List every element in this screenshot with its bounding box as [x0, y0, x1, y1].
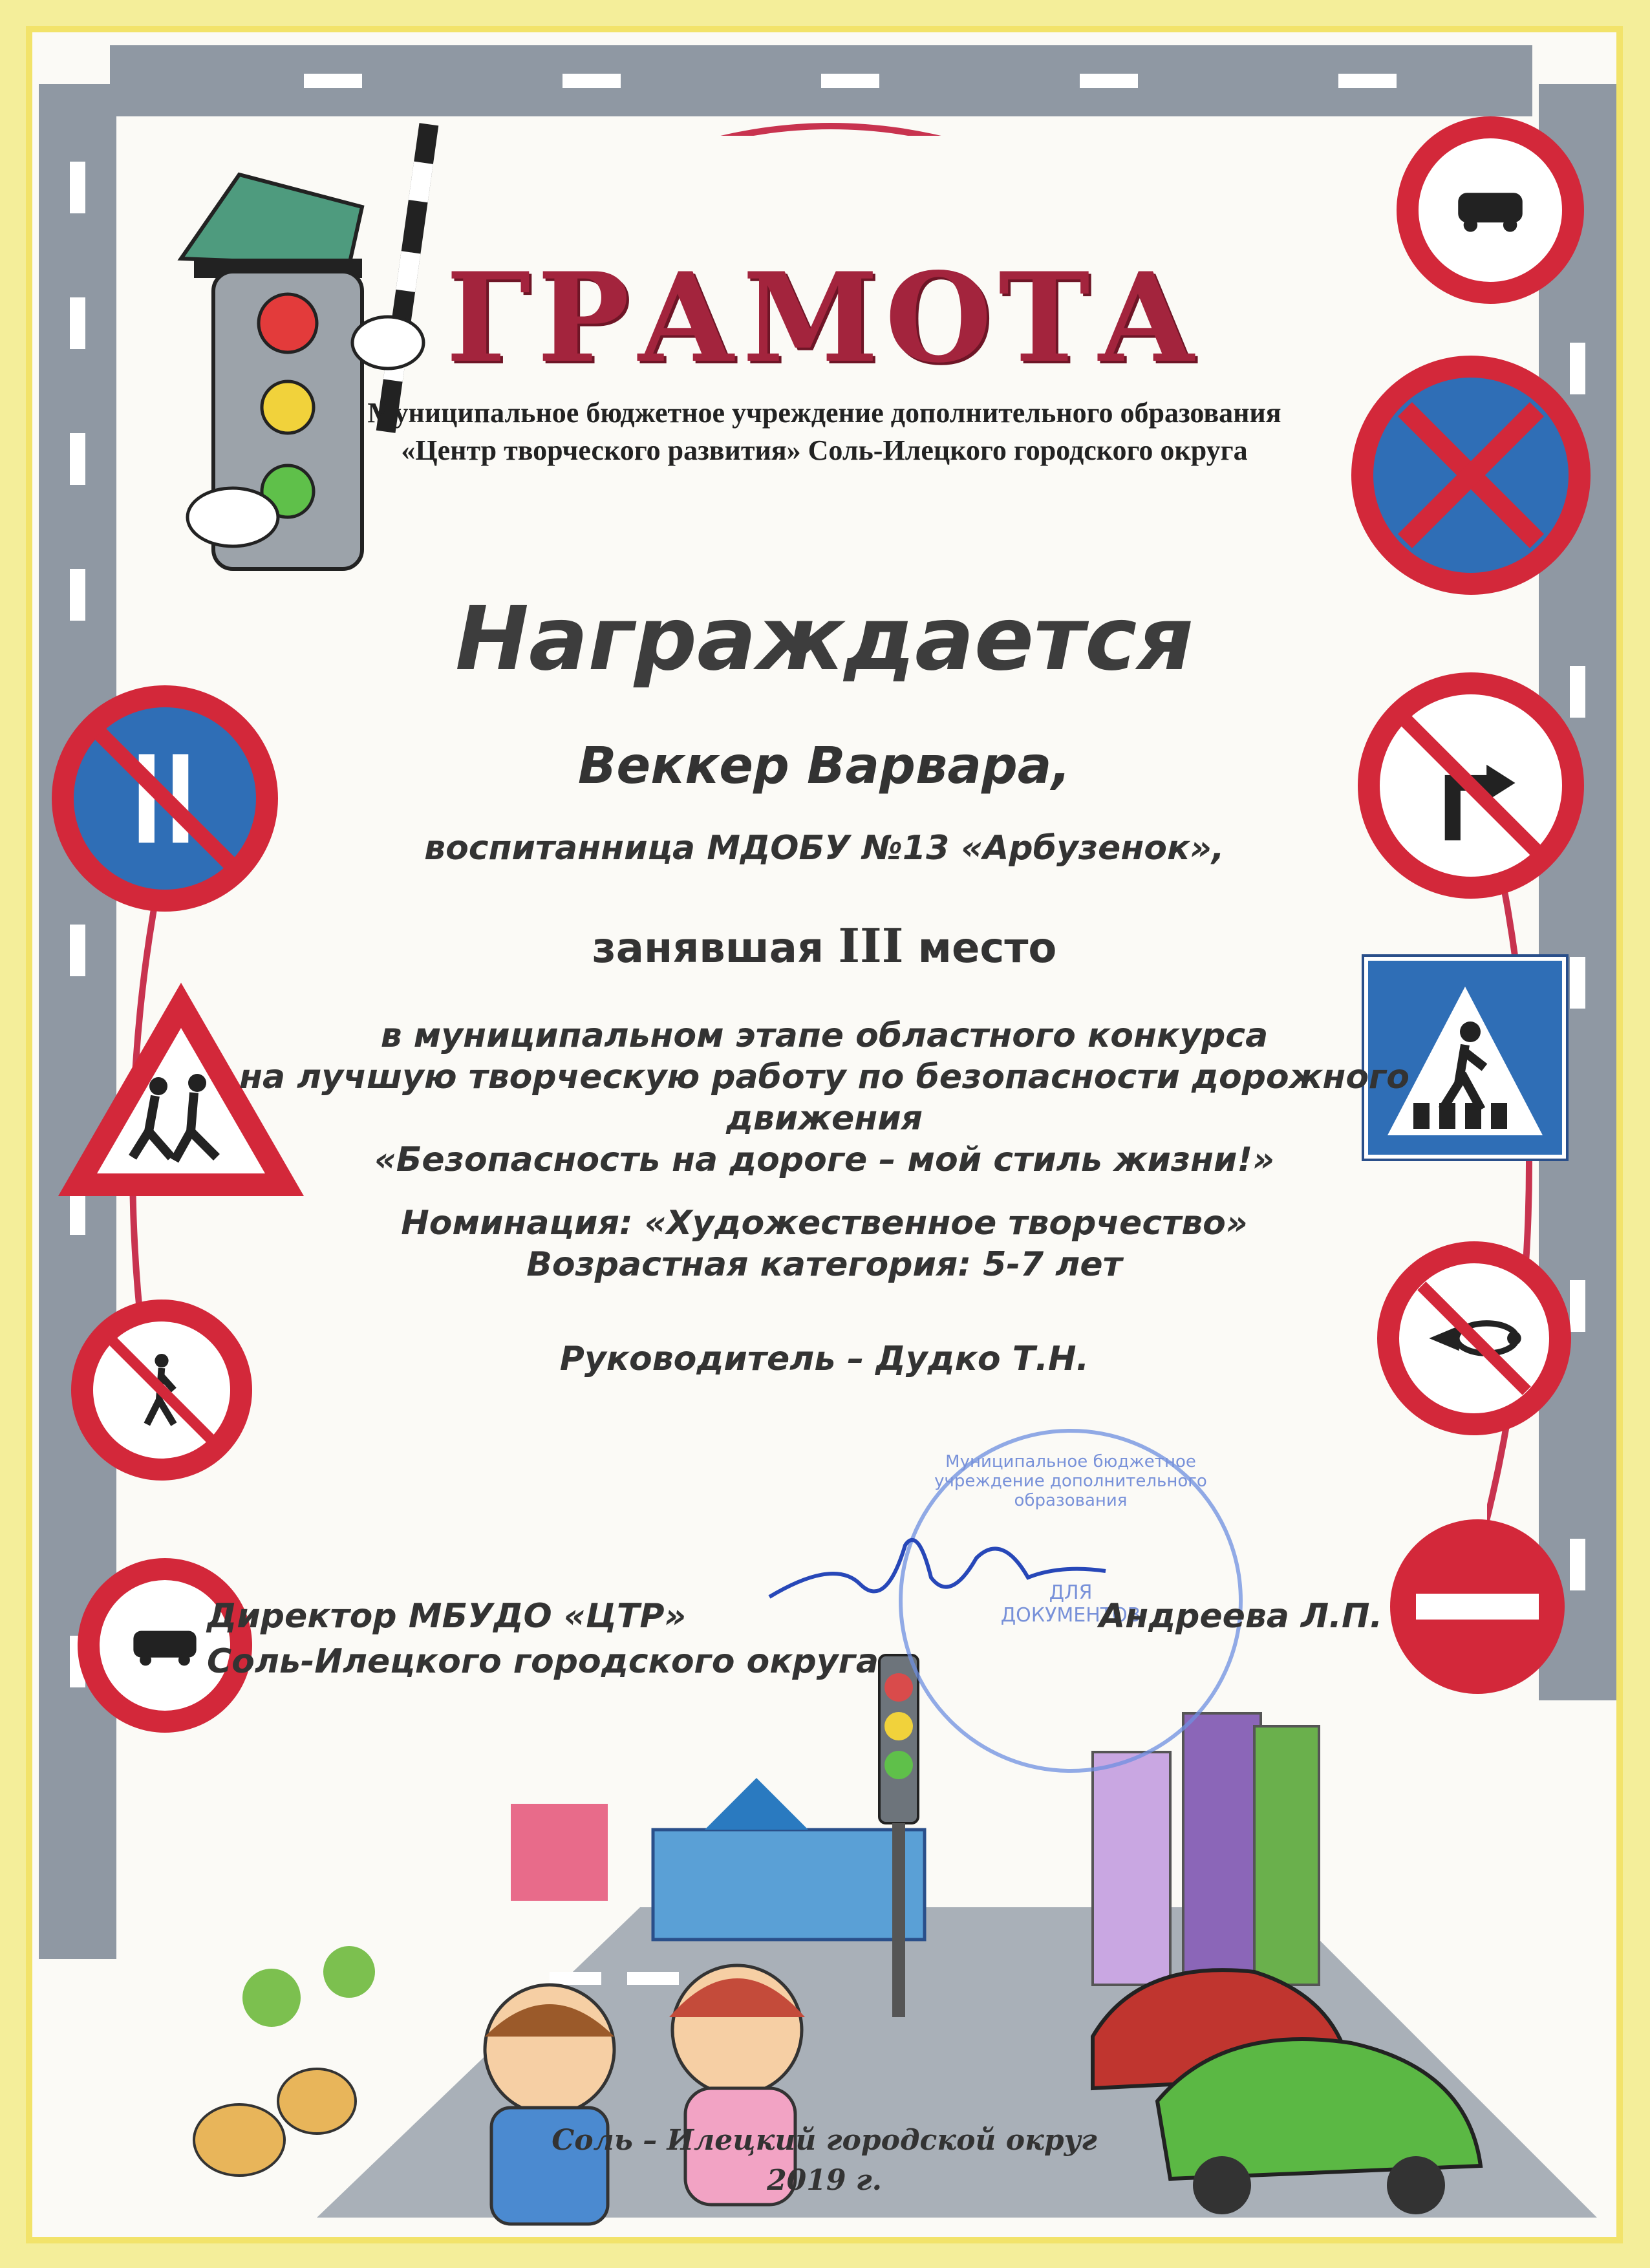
no-parking-sign-icon — [1351, 356, 1591, 595]
contest-line-4: «Безопасность на дороге – мой стиль жизни!» — [374, 1140, 1274, 1179]
age-category: Возрастная категория: 5-7 лет — [526, 1245, 1122, 1284]
nomination: Номинация: «Художественное творчество» — [401, 1204, 1248, 1243]
recipient-role: воспитанница МДОБУ №13 «Арбузенок», — [424, 829, 1225, 868]
supervisor: Руководитель – Дудко Т.Н. — [559, 1340, 1089, 1378]
contest-line-3: движения — [725, 1099, 923, 1138]
no-overtaking-sign-icon — [52, 685, 278, 912]
signer-title-line-1: Директор МБУДО «ЦТР» — [207, 1597, 687, 1636]
contest-line-2: на лучшую творческую работу по безопасности дорожного — [239, 1058, 1409, 1097]
organization-line-2: «Центр творческого развития» Соль-Илецкого городского округа — [401, 434, 1248, 466]
place-prefix: занявшая — [592, 925, 839, 972]
certificate-sheet — [26, 26, 1623, 2243]
signer-title-line-2: Соль-Илецкого городского округа — [207, 1642, 879, 1681]
signature — [756, 1519, 1119, 1623]
place-numeral: III — [838, 918, 904, 973]
no-pedestrians-sign-icon — [71, 1300, 252, 1481]
organization-line-1: Муниципальное бюджетное учреждение дополнительного образования — [367, 397, 1281, 429]
footer-place: Соль – Илецкий городской округ — [552, 2124, 1097, 2157]
awarded-heading: Награждается — [455, 588, 1194, 690]
footer-year: 2019 г. — [767, 2164, 882, 2197]
place-line — [32, 918, 1616, 973]
contest-line-1: в муниципальном этапе областного конкурса — [380, 1016, 1269, 1055]
recipient-name: Веккер Варвара, — [577, 737, 1071, 795]
stamp-center-text: ДЛЯ ДОКУМЕНТОВ — [1000, 1581, 1141, 1627]
place-suffix: место — [903, 925, 1057, 972]
certificate-title: ГРАМОТА — [445, 246, 1203, 390]
signer-name: Андреева Л.П. — [1099, 1597, 1383, 1636]
stamp-ring-text: Муниципальное бюджетное учреждение дополнительного образования — [934, 1452, 1207, 1510]
